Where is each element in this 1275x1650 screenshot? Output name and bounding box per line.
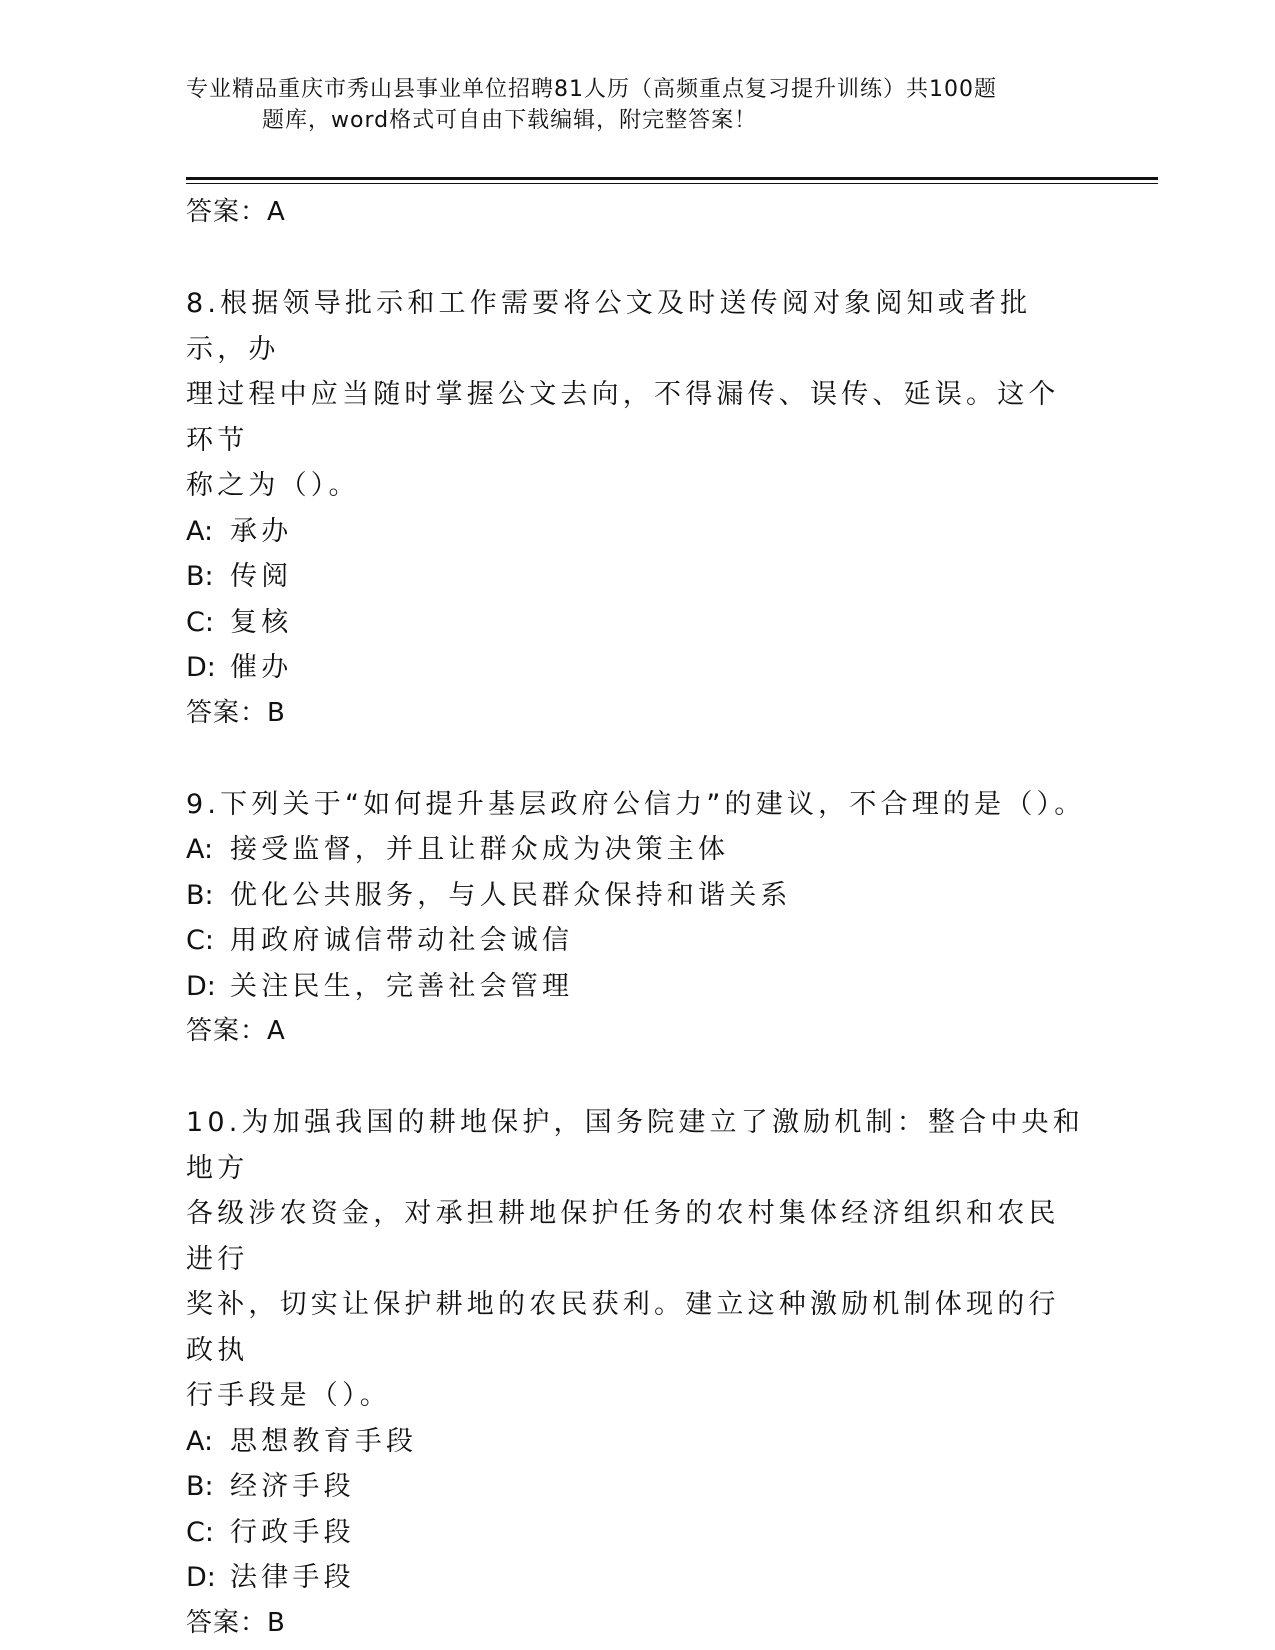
option-text: 催办 bbox=[230, 652, 293, 683]
option-b bbox=[186, 1464, 1086, 1510]
question-text-line: 行手段是（）。 bbox=[186, 1380, 391, 1411]
question-text-line: 理过程中应当随时掌握公文去向，不得漏传、误传、延误。这个环节 bbox=[186, 379, 1060, 456]
previous-answer: 答案：A bbox=[186, 197, 286, 227]
header-title-line-2: 题库，word格式可自由下载编辑，附完整答案！ bbox=[262, 108, 758, 133]
option-text: 用政府诚信带动社会诚信 bbox=[230, 925, 574, 956]
option-key: D: bbox=[186, 970, 216, 1002]
answer-line: 答案：B bbox=[186, 697, 286, 728]
option-key: B: bbox=[186, 1471, 214, 1502]
option-d bbox=[186, 1555, 1086, 1601]
option-key: A: bbox=[186, 834, 214, 865]
option-text: 传阅 bbox=[230, 561, 293, 592]
question-9 bbox=[186, 782, 1086, 1055]
option-a bbox=[186, 509, 1086, 555]
question-10 bbox=[186, 1100, 1086, 1646]
question-text-line: 10.为加强我国的耕地保护，国务院建立了激励机制：整合中央和地方 bbox=[186, 1107, 1084, 1184]
question-list bbox=[186, 190, 1086, 1646]
option-text: 接受监督，并且让群众成为决策主体 bbox=[230, 834, 730, 865]
question-text-line: 9.下列关于“如何提升基层政府公信力”的建议，不合理的是（）。 bbox=[186, 788, 1086, 820]
question-text-line: 称之为（）。 bbox=[186, 470, 360, 501]
option-key: C: bbox=[186, 606, 214, 638]
header-divider-thick bbox=[186, 177, 1158, 180]
option-key: C: bbox=[186, 925, 214, 956]
option-b bbox=[186, 554, 1086, 600]
header-title-line-1: 专业精品重庆市秀山县事业单位招聘81人历（高频重点复习提升训练）共100题 bbox=[186, 77, 997, 102]
option-c bbox=[186, 600, 1086, 646]
document-header bbox=[186, 74, 1086, 136]
option-text: 思想教育手段 bbox=[230, 1425, 418, 1457]
option-d bbox=[186, 645, 1086, 691]
option-key: B: bbox=[186, 879, 214, 911]
option-text: 关注民生，完善社会管理 bbox=[230, 970, 574, 1002]
question-text-line: 8.根据领导批示和工作需要将公文及时送传阅对象阅知或者批示，办 bbox=[186, 288, 1032, 365]
option-text: 经济手段 bbox=[230, 1471, 355, 1502]
question-text-line: 奖补，切实让保护耕地的农民获利。建立这种激励机制体现的行政执 bbox=[186, 1289, 1060, 1366]
option-b bbox=[186, 873, 1086, 919]
option-key: A: bbox=[186, 515, 214, 547]
answer-line: 答案：B bbox=[186, 1607, 286, 1638]
option-key: B: bbox=[186, 561, 214, 592]
answer-line: 答案：A bbox=[186, 1016, 286, 1046]
option-c bbox=[186, 918, 1086, 964]
header-divider-thin bbox=[186, 183, 1158, 184]
option-key: D: bbox=[186, 652, 216, 683]
option-d bbox=[186, 964, 1086, 1010]
option-key: A: bbox=[186, 1425, 214, 1457]
option-text: 法律手段 bbox=[230, 1562, 355, 1593]
question-text-line: 各级涉农资金，对承担耕地保护任务的农村集体经济组织和农民进行 bbox=[186, 1198, 1060, 1275]
option-text: 承办 bbox=[230, 515, 293, 547]
option-text: 优化公共服务，与人民群众保持和谐关系 bbox=[230, 879, 792, 911]
option-a bbox=[186, 1419, 1086, 1465]
question-8 bbox=[186, 281, 1086, 736]
option-c bbox=[186, 1510, 1086, 1556]
option-a bbox=[186, 827, 1086, 873]
option-key: C: bbox=[186, 1516, 214, 1548]
option-text: 复核 bbox=[230, 606, 293, 638]
option-key: D: bbox=[186, 1562, 216, 1593]
option-text: 行政手段 bbox=[230, 1516, 355, 1548]
